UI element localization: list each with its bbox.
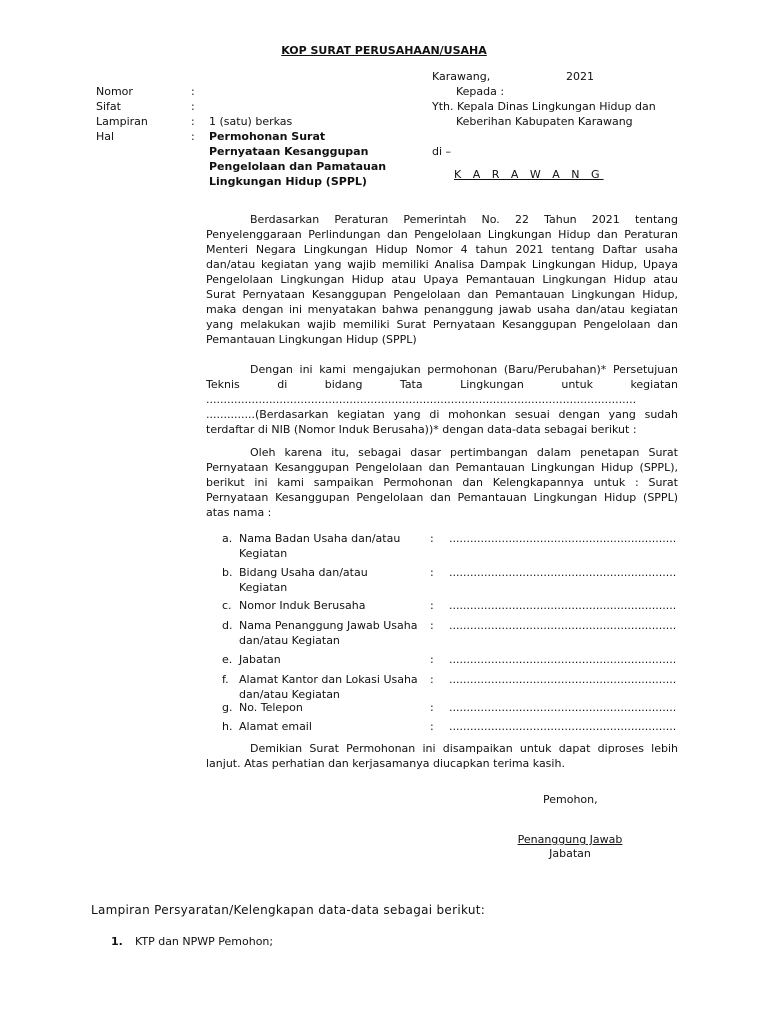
field-value-hal: Permohonan Surat Pernyataan Kesanggupan Pengelolaan dan Pamatauan Lingkungan Hidup (SPPL) <box>209 130 387 188</box>
kepada-label: Kepada : <box>456 85 505 98</box>
field-label-nomor: Nomor <box>96 85 133 98</box>
list-item-letter: f. <box>222 673 229 686</box>
list-item-letter: g. <box>222 701 233 714</box>
list-item-label: Alamat Kantor dan Lokasi Usaha dan/atau Kegiatan <box>239 673 418 701</box>
list-item-letter: h. <box>222 720 233 733</box>
list-item-colon: : <box>430 566 434 579</box>
field-label-hal: Hal <box>96 130 115 143</box>
attachment-text: KTP dan NPWP Pemohon; <box>135 935 274 948</box>
place-date: Karawang, <box>432 70 491 83</box>
list-item-label: Nama Penanggung Jawab Usaha dan/atau Kegiatan <box>239 619 418 647</box>
list-item-colon: : <box>430 673 434 686</box>
signature-pemohon: Pemohon, <box>543 793 598 806</box>
attachment-number: 1. <box>111 935 123 948</box>
list-item-letter: e. <box>222 653 233 666</box>
list-item-colon: : <box>430 532 434 545</box>
list-item-colon: : <box>430 701 434 714</box>
list-item-fill-line: ................................................................. <box>449 532 677 545</box>
field-colon: : <box>191 130 195 143</box>
paragraph-1: Berdasarkan Peraturan Pemerintah No. 22 Tahun 2021 tentang Penyelenggaraan Perlindungan dan Pengelolaan Lingkungan Hidup dan Peraturan Menteri Negara Lingkungan Hidup Nomor 4 tahun 2021 tentang Daftar usaha dan/atau kegiatan yang wajib memiliki Analisa Dampak Lingkungan Hidup, Upaya Pengelolaan Lingkungan Hidup atau Upaya Pemantauan Lingkungan Hidup atau Surat Pernyataan Kesanggupan Pengelolaan dan Pemantauan Lingkungan Hidup, maka dengan ini menyatakan bahwa penanggung jawab usaha dan/atau kegiatan yang melakukan wajib memiliki Surat Pernyataan Kesanggupan Pengelolaan dan Pemantauan Lingkungan Hidup (SPPL) <box>206 213 678 346</box>
field-label-lampiran: Lampiran <box>96 115 148 128</box>
recipient-city: K A R A W A N G <box>454 168 604 181</box>
list-item-fill-line: ................................................................. <box>449 599 677 612</box>
list-item-label: Bidang Usaha dan/atau Kegiatan <box>239 566 368 594</box>
list-item-colon: : <box>430 599 434 612</box>
list-item-letter: c. <box>222 599 232 612</box>
closing-paragraph: Demikian Surat Permohonan ini disampaikan untuk dapat diproses lebih lanjut. Atas perhatian dan kerjasamanya diucapkan terima kasih. <box>206 742 678 770</box>
list-item-fill-line: ................................................................. <box>449 619 677 632</box>
field-colon: : <box>191 115 195 128</box>
list-item-letter: a. <box>222 532 233 545</box>
paragraph-3: Oleh karena itu, sebagai dasar pertimbangan dalam penetapan Surat Pernyataan Kesanggupan Pengelolaan dan Pemantauan Lingkungan Hidup (SPPL), berikut ini kami sampaikan Permohonan dan Kelengkapannya untuk : Surat Pernyataan Kesanggupan Pengelolaan dan Pemantauan Lingkungan Hidup (SPPL) atas nama : <box>206 446 678 519</box>
signature-name: Penanggung Jawab <box>517 833 623 846</box>
letterhead-title: KOP SURAT PERUSAHAAN/USAHA <box>281 44 487 57</box>
list-item-label: Jabatan <box>239 653 281 666</box>
field-label-sifat: Sifat <box>96 100 121 113</box>
list-item-colon: : <box>430 720 434 733</box>
list-item-colon: : <box>430 653 434 666</box>
list-item-fill-line: ................................................................. <box>449 653 677 666</box>
list-item-label: Alamat email <box>239 720 312 733</box>
attachments-title: Lampiran Persyaratan/Kelengkapan data-data sebagai berikut: <box>91 903 486 917</box>
recipient-line2: Keberihan Kabupaten Karawang <box>456 115 633 128</box>
list-item-fill-line: ................................................................. <box>449 720 677 733</box>
list-item-label: No. Telepon <box>239 701 303 714</box>
list-item-fill-line: ................................................................. <box>449 566 677 579</box>
list-item-colon: : <box>430 619 434 632</box>
di-label: di – <box>432 145 452 158</box>
field-value-lampiran: 1 (satu) berkas <box>209 115 293 128</box>
list-item-fill-line: ................................................................. <box>449 673 677 686</box>
list-item-label: Nomor Induk Berusaha <box>239 599 366 612</box>
paragraph-2: Dengan ini kami mengajukan permohonan (Baru/Perubahan)* Persetujuan Teknis di bidang Tata Lingkungan untuk kegiatan ........................................................................................................................... ..............(Berdasarkan kegiatan yang di mohonkan sesuai dengan yang sudah terdaftar di NIB (Nomor Induk Berusaha))* dengan data-data sebagai berikut : <box>206 363 678 436</box>
list-item-letter: d. <box>222 619 233 632</box>
recipient-line1: Yth. Kepala Dinas Lingkungan Hidup dan <box>432 100 656 113</box>
field-colon: : <box>191 100 195 113</box>
list-item-label: Nama Badan Usaha dan/atau Kegiatan <box>239 532 401 560</box>
field-colon: : <box>191 85 195 98</box>
year: 2021 <box>566 70 594 83</box>
list-item-letter: b. <box>222 566 233 579</box>
signature-position: Jabatan <box>549 847 591 860</box>
list-item-fill-line: ................................................................. <box>449 701 677 714</box>
